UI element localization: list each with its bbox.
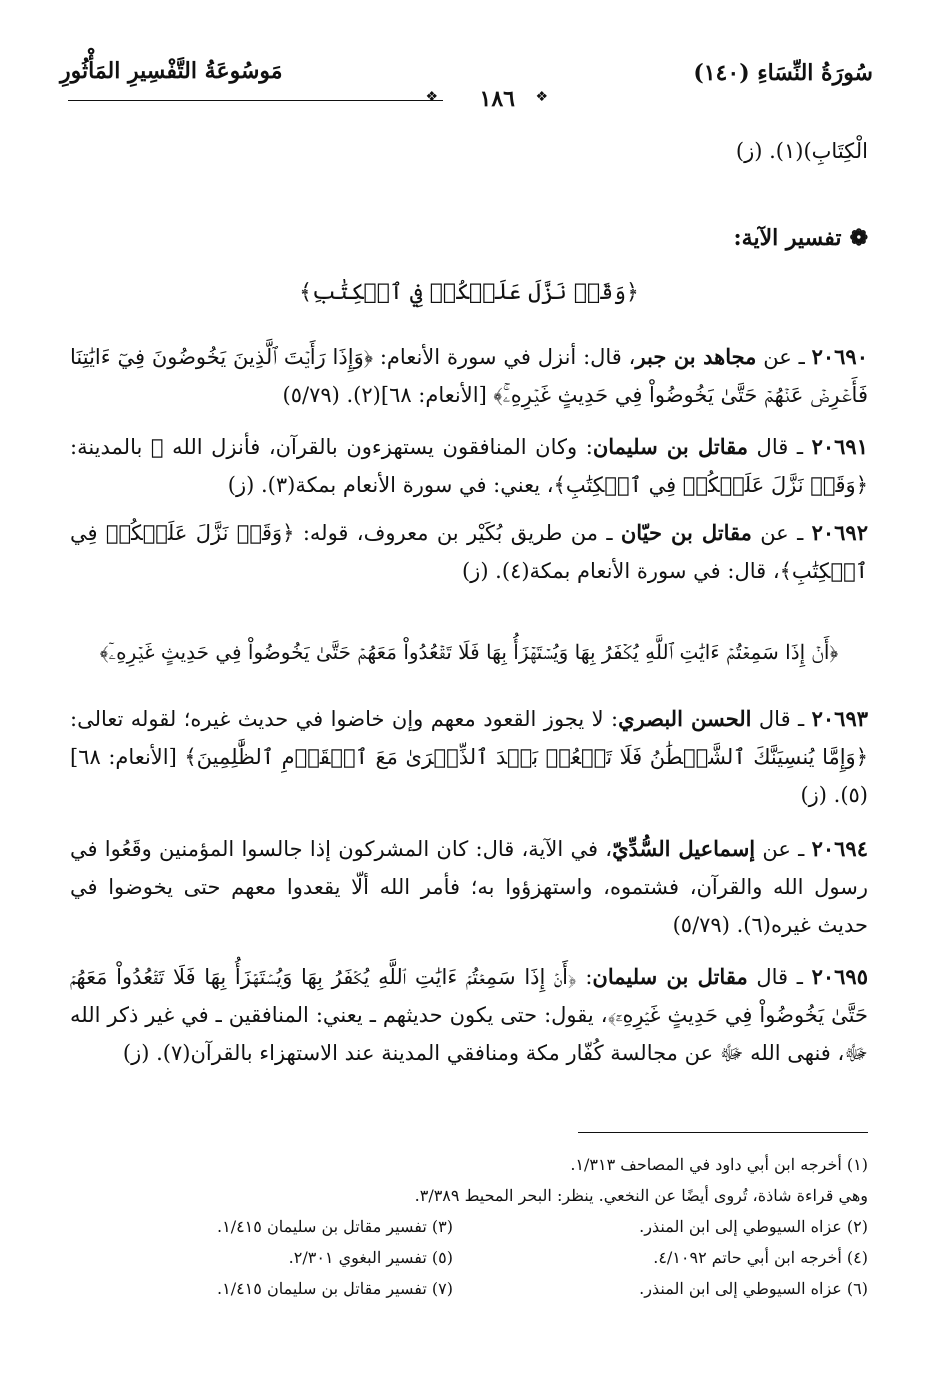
footnote-2: (٢) عزاه السيوطي إلى ابن المنذر. bbox=[639, 1217, 868, 1236]
entry-20691: ٢٠٦٩١ ـ قال مقاتل بن سليمان: وكان المنافقون يستهزءون بالقرآن، فأنزل الله ﷻ بالمدينة: ﴿وَقَدۡ نَزَّلَ عَلَيۡكُمۡ فِي ٱلۡكِتَٰبِ﴾، يعني: في سورة الأنعام بمكة(٣). (ز) bbox=[70, 434, 868, 497]
narrator-name: إسماعيل السُّدِّيّ bbox=[612, 836, 756, 861]
ornament-icon: ❖ bbox=[535, 89, 548, 105]
narrator-name: مقاتل بن سليمان bbox=[592, 964, 748, 989]
footnote-separator bbox=[578, 1132, 868, 1133]
entry-number: ٢٠٦٩١ bbox=[811, 434, 868, 459]
entry-number: ٢٠٦٩٢ bbox=[811, 520, 868, 545]
verse-heading-2: ﴿أَنۡ إِذَا سَمِعۡتُمۡ ءَايَٰتِ ٱللَّهِ يُكۡفَرُ بِهَا وَيُسۡتَهۡزَأُ بِهَا فَلَا تَقۡعُدُواْ مَعَهُمۡ حَتَّىٰ يَخُوضُواْ فِي حَدِيثٍ غَيۡرِهِۦٓ﴾ bbox=[99, 640, 839, 664]
entry-20693: ٢٠٦٩٣ ـ قال الحسن البصري: لا يجوز القعود معهم وإن خاضوا في حديث غيره؛ لقوله تعالى: ﴿وَإِمَّا يُنسِيَنَّكَ ٱلشَّيۡطَٰنُ فَلَا تَقۡعُدۡ بَعۡدَ ٱلذِّكۡرَىٰ مَعَ ٱلۡقَوۡمِ ٱلظَّٰلِمِينَ﴾ [الأنعام: ٦٨](٥). (ز) bbox=[70, 706, 869, 807]
footnote-1: (١) أخرجه ابن أبي داود في المصاحف ١/٣١٣. bbox=[570, 1155, 868, 1174]
entry-number: ٢٠٦٩٠ bbox=[811, 344, 868, 369]
narrator-name: مقاتل بن سليمان bbox=[592, 434, 748, 459]
opening-line: الْكِتَابِ)(١). (ز) bbox=[735, 139, 868, 163]
footnote-4: (٤) أخرجه ابن أبي حاتم ٤/١٠٩٢. bbox=[653, 1248, 868, 1267]
entry-20692: ٢٠٦٩٢ ـ عن مقاتل بن حيّان ـ من طريق بُكَيْر بن معروف، قوله: ﴿وَقَدۡ نَزَّلَ عَلَيۡكُمۡ فِي ٱلۡكِتَٰبِ﴾، قال: في سورة الأنعام بمكة(٤). (ز) bbox=[70, 520, 868, 583]
flower-icon: ❁ bbox=[849, 225, 868, 251]
footnote-1-note: وهي قراءة شاذة، تُروى أيضًا عن النخعي. ينظر: البحر المحيط ٣/٣٨٩. bbox=[414, 1186, 868, 1205]
entry-number: ٢٠٦٩٣ bbox=[811, 706, 869, 731]
entry-number: ٢٠٦٩٥ bbox=[811, 964, 868, 989]
header-rule-left bbox=[68, 100, 408, 101]
page-number: ١٨٦ bbox=[479, 86, 515, 112]
entry-20695: ٢٠٦٩٥ ـ قال مقاتل بن سليمان: ﴿أَنۡ إِذَا سَمِعۡتُمۡ ءَايَٰتِ ٱللَّهِ يُكۡفَرُ بِهَا وَيُسۡتَهۡزَأُ بِهَا فَلَا تَقۡعُدُواْ مَعَهُمۡ حَتَّىٰ يَخُوضُواْ فِي حَدِيثٍ غَيۡرِهِۦٓ﴾، يقول: حتى يكون حديثهم ـ يعني: المنافقين ـ في غير ذكر الله ﷻ، فنهى الله ﷻ عن مجالسة كُفّار مكة ومنافقي المدينة عند الاستهزاء بالقرآن(٧). (ز) bbox=[70, 964, 868, 1065]
entry-20694: ٢٠٦٩٤ ـ عن إسماعيل السُّدِّيّ، في الآية، قال: كان المشركون إذا جالسوا المؤمنين وقَعُوا في رسول الله والقرآن، فشتموه، واستهزؤوا به؛ فأمر الله ألّا يقعدوا معهم حتى يخوضوا في حديث غيره(٦). (٥/٧٩) bbox=[70, 836, 868, 937]
entry-number: ٢٠٦٩٤ bbox=[811, 836, 868, 861]
footnote-5: (٥) تفسير البغوي ٢/٣٠١. bbox=[288, 1248, 453, 1267]
footnote-6: (٦) عزاه السيوطي إلى ابن المنذر. bbox=[639, 1279, 868, 1298]
verse-heading-1: ﴿وَقَدۡ نَزَّلَ عَلَيۡكُمۡ فِي ٱلۡكِتَٰبِ﴾ bbox=[299, 280, 639, 305]
footnote-3: (٣) تفسير مقاتل بن سليمان ١/٤١٥. bbox=[217, 1217, 453, 1236]
book-title: مَوسُوعَةُ التَّفْسِيرِ المَأْثُورِ bbox=[60, 58, 283, 84]
footnote-7: (٧) تفسير مقاتل بن سليمان ١/٤١٥. bbox=[217, 1279, 453, 1298]
narrator-name: مجاهد بن جبر bbox=[635, 344, 757, 369]
entry-20690: ٢٠٦٩٠ ـ عن مجاهد بن جبر، قال: أنزل في سورة الأنعام: ﴿وَإِذَا رَأَيۡتَ ٱلَّذِينَ يَخُوضُونَ فِيٓ ءَايَٰتِنَا فَأَعۡرِضۡ عَنۡهُمۡ حَتَّىٰ يَخُوضُواْ فِي حَدِيثٍ غَيۡرِهِۦۚ﴾ [الأنعام: ٦٨](٢). (٥/٧٩) bbox=[70, 344, 868, 407]
narrator-name: مقاتل بن حيّان bbox=[620, 520, 752, 545]
surah-label: سُورَةُ النِّسَاءِ (١٤٠) bbox=[693, 60, 873, 86]
section-title: تفسير الآية: bbox=[733, 225, 842, 251]
narrator-name: الحسن البصري bbox=[618, 706, 752, 731]
ornament-icon: ❖ bbox=[425, 89, 438, 105]
section-heading bbox=[734, 225, 868, 251]
